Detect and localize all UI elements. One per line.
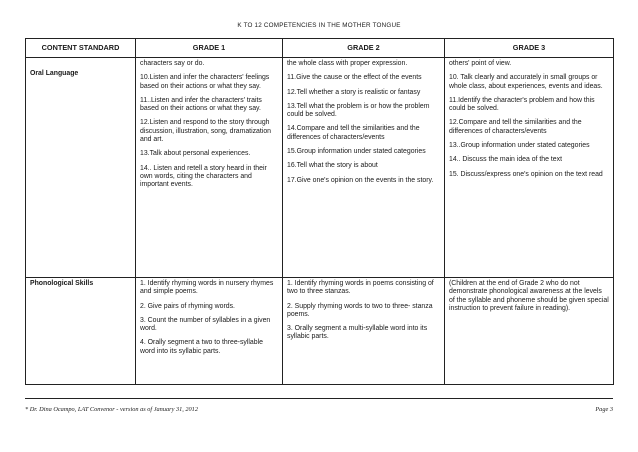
header-grade-1: GRADE 1 bbox=[136, 39, 283, 58]
grade-2-cell bbox=[283, 58, 445, 278]
grade-1-cell bbox=[136, 58, 283, 278]
standard-label: Phonological Skills bbox=[30, 280, 94, 287]
standard-label: Oral Language bbox=[30, 70, 79, 77]
page-number: Page 3 bbox=[595, 406, 613, 413]
grade-3-cell bbox=[445, 58, 614, 278]
grade-1-cell bbox=[136, 278, 283, 385]
grade-3-cell bbox=[445, 278, 614, 385]
competency-item: 11..Listen and infer the characters' traits based on their actions or what they say. bbox=[140, 96, 262, 113]
competency-item: 4. Orally segment a two to three-syllable word into its syllabic parts. bbox=[140, 339, 263, 355]
header-content-standard: CONTENT STANDARD bbox=[26, 39, 136, 58]
competency-item: 12.Compare and tell the similarities and the differences of characters/events bbox=[449, 119, 582, 135]
competency-item: 12.Listen and respond to the story through discussion, illustration, song, dramatization and art. bbox=[140, 119, 271, 144]
competency-item: 3. Orally segment a multi-syllable word into its syllabic parts. bbox=[287, 325, 428, 341]
competency-item: 13.Tell what the problem is or how the problem could be solved. bbox=[287, 102, 430, 119]
competency-item: characters say or do. bbox=[140, 60, 205, 67]
competency-item: 14.. Listen and retell a story heard in their own words, citing the characters and important events. bbox=[140, 164, 267, 189]
grade-2-cell bbox=[283, 278, 445, 385]
competency-item: 10. Talk clearly and accurately in small groups or whole class, about experiences, events and ideas. bbox=[449, 74, 603, 90]
competency-item: the whole class with proper expression. bbox=[287, 60, 408, 67]
competency-item: 3. Count the number of syllables in a given word. bbox=[140, 316, 271, 333]
document-title: K TO 12 COMPETENCIES IN THE MOTHER TONGUE bbox=[237, 22, 401, 29]
competency-item: 2. Supply rhyming words to two to three- stanza poems. bbox=[287, 302, 433, 318]
competency-item: others' point of view. bbox=[449, 60, 512, 67]
table-header-row bbox=[26, 39, 614, 58]
footer-divider bbox=[25, 398, 613, 399]
header-grade-2: GRADE 2 bbox=[283, 39, 445, 58]
competency-item: 15. Discuss/express one's opinion on the text read bbox=[449, 170, 603, 178]
competency-item: 14.. Discuss the main idea of the text bbox=[449, 156, 562, 164]
competency-item: 15.Group information under stated categories bbox=[287, 148, 426, 156]
competency-item: 1. Identify rhyming words in nursery rhymes and simple poems. bbox=[140, 280, 274, 296]
standard-cell bbox=[26, 278, 136, 385]
competency-item: 14.Compare and tell the similarities and the differences of characters/events bbox=[287, 125, 420, 141]
standard-cell bbox=[26, 58, 136, 278]
table-row-phonological-skills bbox=[26, 278, 614, 385]
competency-item: 12.Tell whether a story is realistic or fantasy bbox=[287, 88, 421, 96]
competency-item: 10.Listen and infer the characters' feelings based on their actions or what they say. bbox=[140, 74, 270, 90]
competency-item: 11.Identify the character's problem and how this could be solved. bbox=[449, 96, 595, 113]
footer-note: * Dr. Dina Ocampo, LAT Convenor - version as of January 31, 2012 bbox=[25, 406, 198, 413]
competency-item: 1. Identify rhyming words in poems consisting of two to three stanzas. bbox=[287, 280, 434, 296]
header-grade-3: GRADE 3 bbox=[445, 39, 614, 58]
competency-table bbox=[25, 38, 614, 385]
competency-item: 2. Give pairs of rhyming words. bbox=[140, 302, 235, 310]
competency-item: 17.Give one's opinion on the events in the story. bbox=[287, 176, 434, 184]
competency-item: 13..Group information under stated categories bbox=[449, 142, 590, 150]
competency-item: (Children at the end of Grade 2 who do not demonstrate phonological awareness at the levels of the syllable and phoneme should be given special instruction to prevent failure in reading). bbox=[449, 280, 609, 312]
competency-item: 16.Tell what the story is about bbox=[287, 162, 378, 170]
competency-item: 13.Talk about personal experiences. bbox=[140, 150, 251, 158]
competency-item: 11.Give the cause or the effect of the events bbox=[287, 74, 422, 82]
table-row-oral-language bbox=[26, 58, 614, 278]
